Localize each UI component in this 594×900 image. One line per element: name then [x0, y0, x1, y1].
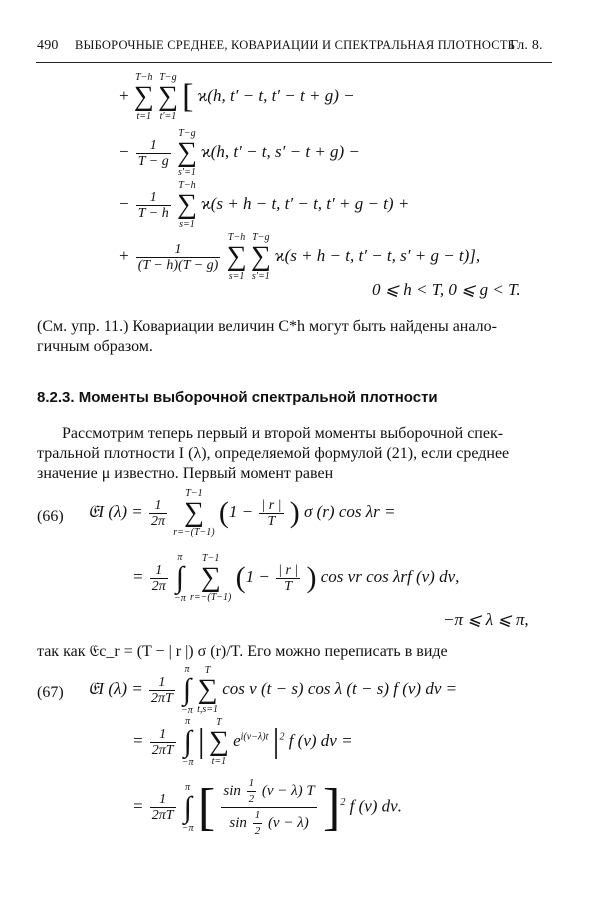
eq-line-3: − $\frac{1}{T - h}$ T−h ∑ s=1 ϰ(s + h − t, t′ − t, t′ + g − t) +: [118, 180, 410, 230]
note-line-2: гичным образом.: [37, 338, 153, 355]
eq-line-1: + T−h ∑ t=1 T−g ∑ t′=1 [ ϰ(h, t′ − t, t′ − t + g) −: [118, 72, 355, 122]
eq66-label: (66): [37, 508, 64, 525]
paragraph-line-2: тральной плотности I (λ), определяемой формулой (21), если среднее: [37, 445, 510, 462]
rewrite-line: так как 𝔈c_r = (T − | r |) σ (r)/T. Его можно переписать в виде: [37, 643, 448, 660]
eq67-line-3: = $\frac{1}{2\pi T}$ π ∫ −π [ sin $\frac{1}{2}$ (ν − λ) T sin $\frac{1}{2}$ (ν − λ) ]$^2$ f (ν) dν.: [132, 777, 402, 837]
eq-condition-hg: 0 ⩽ h < T, 0 ⩽ g < T.: [372, 280, 521, 299]
eq66-line-2: = $\frac{1}{2\pi}$ π ∫ −π T−1 ∑ r=−(T−1) (1 − $\frac{| r |}{T}$ ) cos νr cos λrf (ν) dν,: [132, 552, 460, 604]
section-heading: 8.2.3. Моменты выборочной спектральной плотности: [37, 389, 438, 406]
eq66-line-1: 𝔈I (λ) = $\frac{1}{2\pi}$ T−1 ∑ r=−(T−1) (1 − $\frac{| r |}{T}$ ) σ (r) cos λr =: [88, 488, 396, 538]
note-line-1: (См. упр. 11.) Ковариации величин C*h могут быть найдены анало-: [37, 318, 497, 335]
paragraph-line-3: значение μ известно. Первый момент равен: [37, 465, 334, 482]
paragraph-line-1: Рассмотрим теперь первый и второй моменты выборочной спек-: [62, 425, 504, 442]
page-number: 490: [37, 38, 59, 53]
header-rule: [36, 62, 552, 63]
eq67-line-1: 𝔈I (λ) = $\frac{1}{2\pi T}$ π ∫ −π T ∑ t,s=1 cos ν (t − s) cos λ (t − s) f (ν) dν =: [88, 664, 458, 716]
eq67-line-2: = $\frac{1}{2\pi T}$ π ∫ −π | T ∑ t=1 $e^{i(\nu-\lambda)t}$ $|^2$ f (ν) dν =: [132, 716, 353, 768]
running-title: ВЫБОРОЧНЫЕ СРЕДНЕЕ, КОВАРИАЦИИ И СПЕКТРАЛЬНАЯ ПЛОТНОСТЬ: [75, 38, 516, 52]
eq-line-4: + $\frac{1}{(T - h)(T - g)}$ T−h ∑ s=1 T−g ∑ s′=1 ϰ(s + h − t, t′ − t, s′ + g − t)],: [118, 232, 481, 282]
eq-line-2: − $\frac{1}{T - g}$ T−g ∑ s′=1 ϰ(h, t′ − t, s′ − t + g) −: [118, 128, 360, 178]
eq67-label: (67): [37, 684, 64, 701]
chapter-label: Гл. 8.: [510, 38, 543, 53]
eq66-condition: −π ⩽ λ ⩽ π,: [443, 610, 529, 629]
